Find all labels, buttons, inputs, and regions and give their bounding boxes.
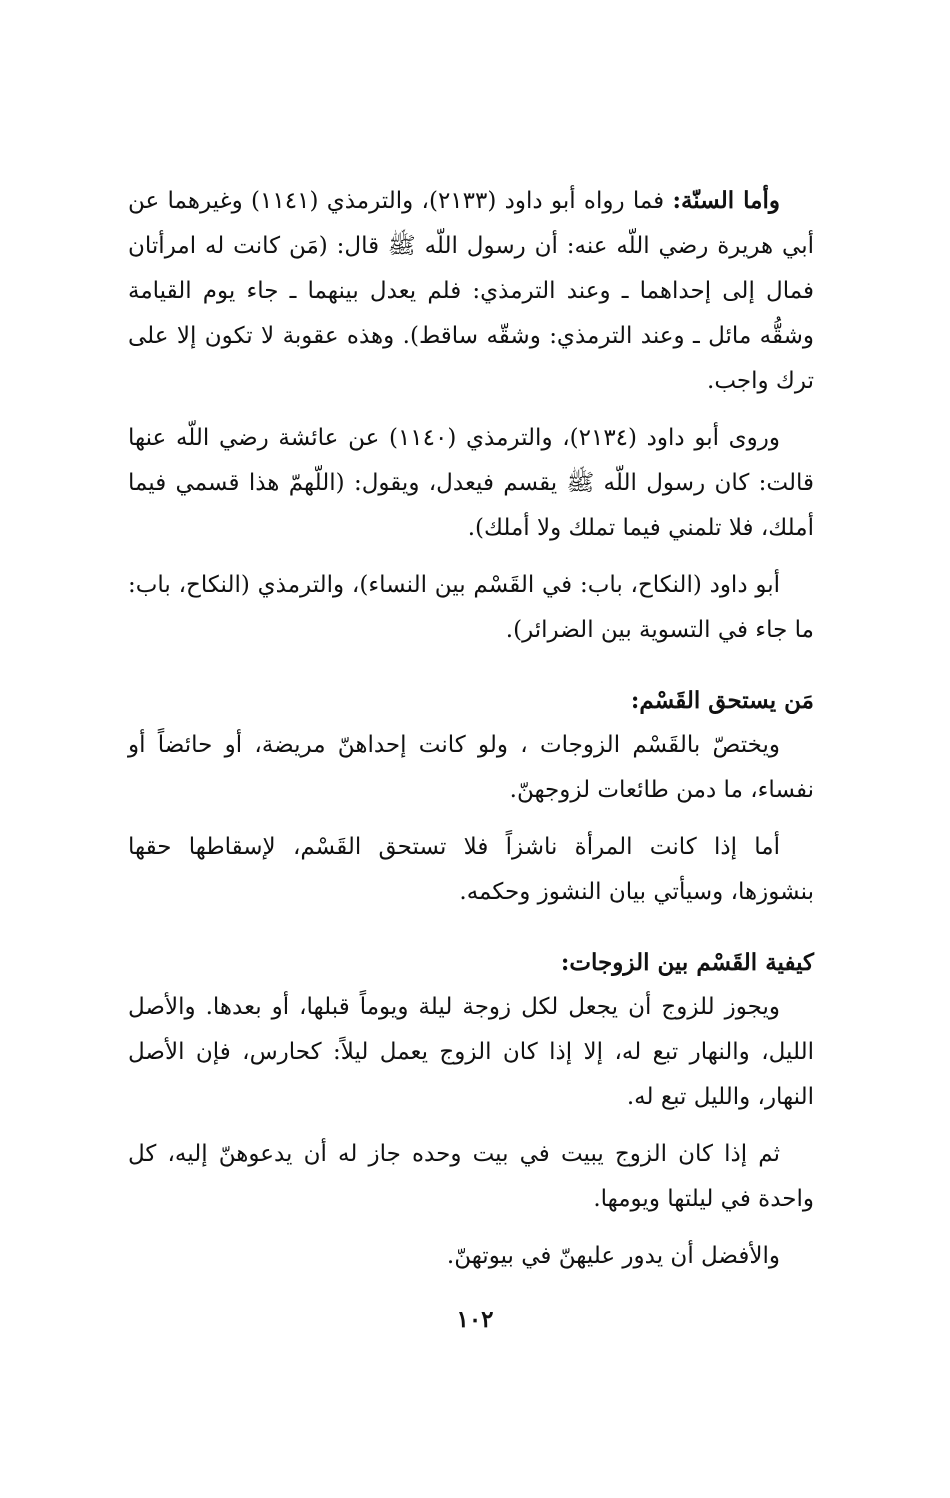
method-paragraph-1: ويجوز للزوج أن يجعل لكل زوجة ليلة ويوماً قبلها، أو بعدها. والأصل الليل، والنهار تبع له، إلا إذا كان الزوج يعمل ليلاً: كحارس، فإن الأصل النهار، والليل تبع له. [128, 994, 814, 1110]
sunnah-lead: وأما السنّة: [672, 187, 780, 214]
page-number: ١٠٢ [456, 1306, 494, 1333]
reference-paragraph: أبو داود (النكاح، باب: في القَسْم بين النساء)، والترمذي (النكاح، باب: ما جاء في التسوية بين الضرائر). [128, 572, 814, 643]
aisha-paragraph: وروى أبو داود (٢١٣٤)، والترمذي (١١٤٠) عن عائشة رضي اللّه عنها قالت: كان رسول اللّه ﷺ يقسم فيعدل، ويقول: (اللّهمّ هذا قسمي فيما أملك، فلا تلمني فيما تملك ولا أملك). [128, 425, 814, 541]
sunnah-text: فما رواه أبو داود (٢١٣٣)، والترمذي (١١٤١) وغيرهما عن أبي هريرة رضي اللّه عنه: أن رسول اللّه ﷺ قال: (مَن كانت له امرأتان فمال إلى إحداهما ـ وعند الترمذي: فلم يعدل بينهما ـ جاء يوم القيامة وشقُّه مائل ـ وعند الترمذي: وشقّه ساقط). وهذه عقوبة لا تكون إلا على ترك واجب. [128, 188, 814, 394]
section-heading-method: كيفية القَسْم بين الزوجات: [560, 949, 814, 976]
method-paragraph-3: والأفضل أن يدور عليهنّ في بيوتهنّ. [446, 1243, 780, 1269]
sunnah-paragraph [128, 178, 814, 404]
eligibility-paragraph-2: أما إذا كانت المرأة ناشزاً فلا تستحق القَسْم، لإسقاطها حقها بنشوزها، وسيأتي بيان النشوز وحكمه. [128, 834, 814, 905]
page-body [128, 178, 814, 1279]
section-heading-eligibility: مَن يستحق القَسْم: [630, 687, 814, 714]
eligibility-paragraph-1: ويختصّ بالقَسْم الزوجات ، ولو كانت إحداهنّ مريضة، أو حائضاً أو نفساء، ما دمن طائعات لزوجهنّ. [128, 732, 814, 803]
method-paragraph-2: ثم إذا كان الزوج يبيت في بيت وحده جاز له أن يدعوهنّ إليه، كل واحدة في ليلتها ويومها. [128, 1141, 814, 1212]
